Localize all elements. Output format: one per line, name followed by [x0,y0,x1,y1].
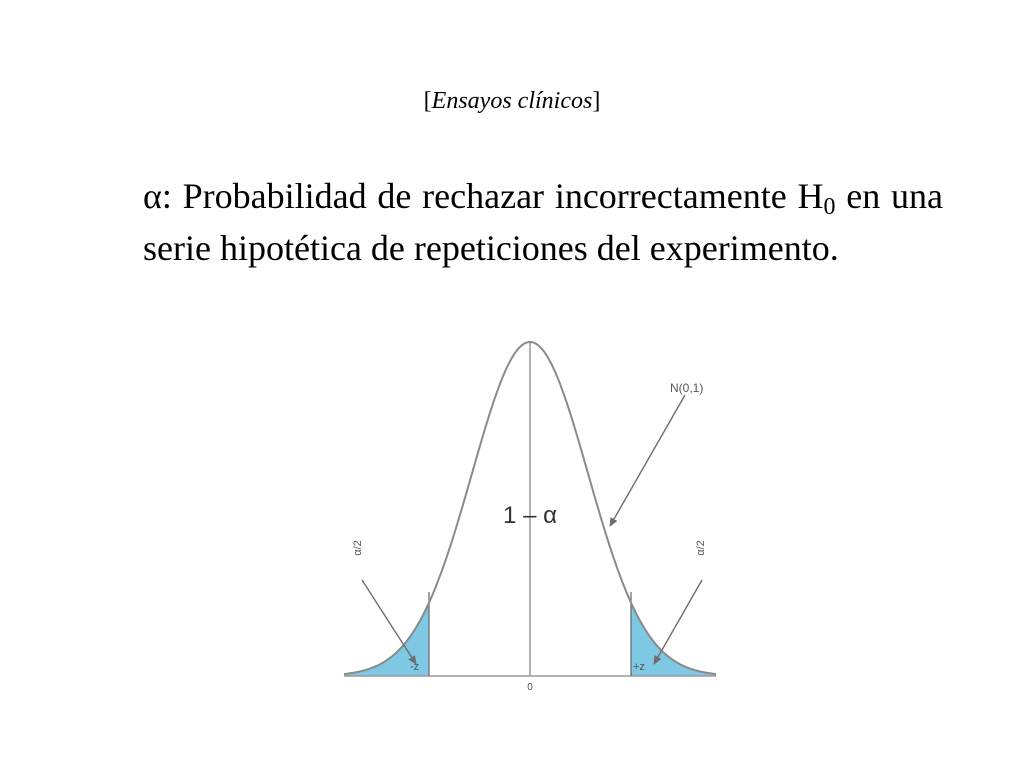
diagram-svg [330,330,730,700]
left-critical-label: -z [410,661,420,673]
slide-header [0,86,1024,116]
header-bracket-close: ] [592,88,601,114]
definition-subscript: 0 [823,194,836,220]
header-title: Ensayos clínicos [431,88,593,114]
center-area-label: 1 – α [503,502,557,529]
right-critical-label: +z [633,661,645,673]
distribution-label: N(0,1) [670,381,704,395]
definition-rest: en una serie hipotética de repeticiones del experimento. [143,176,943,268]
header-bracket-open: [ [423,88,432,114]
definition-lead: α: Probabilidad de rechazar incorrectamente H [143,176,824,216]
right-tail-label: α/2 [695,540,707,556]
normal-distribution-diagram [330,330,730,700]
left-tail-arrow [362,580,416,664]
left-tail-label: α/2 [352,540,364,556]
alpha-definition [143,170,943,274]
origin-label: 0 [527,682,533,693]
right-tail-arrow [654,580,702,664]
distribution-arrow [610,395,685,526]
